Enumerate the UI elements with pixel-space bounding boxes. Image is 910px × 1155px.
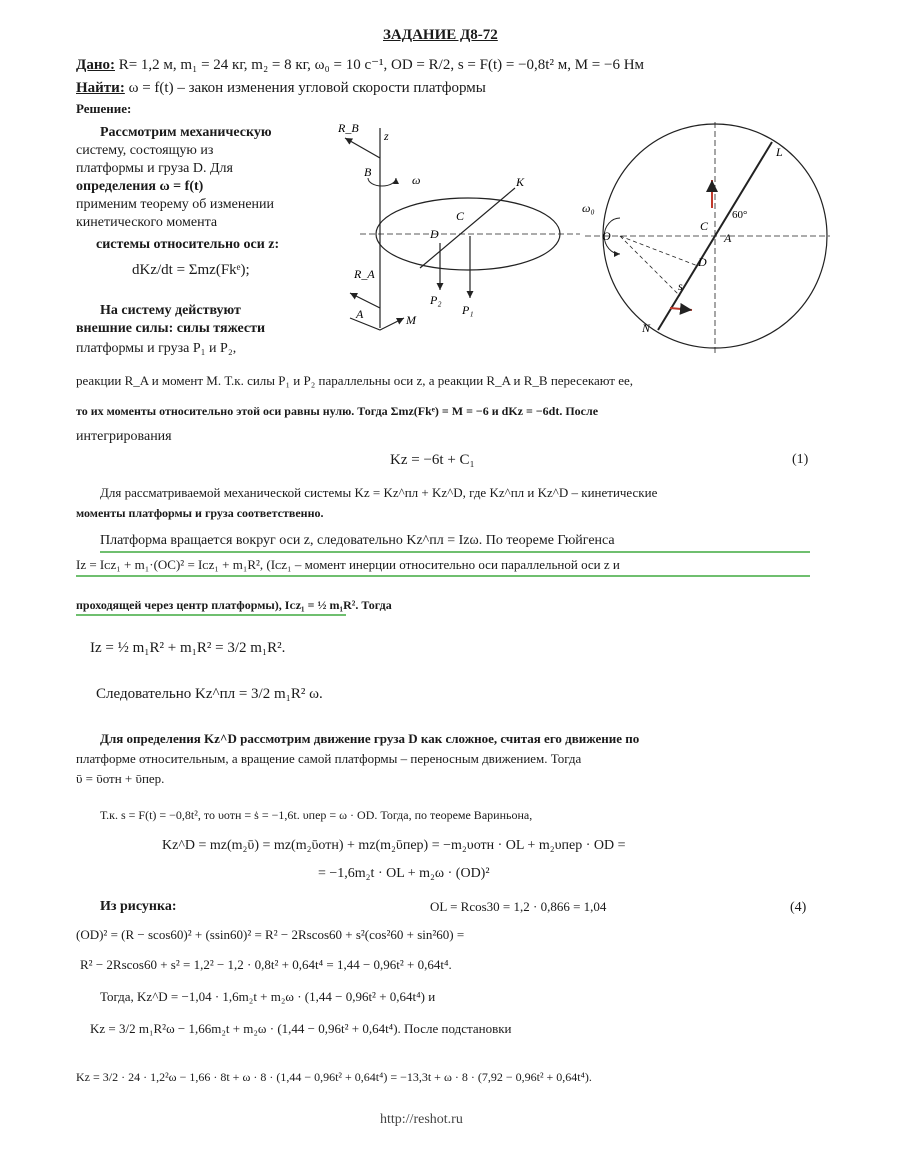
intro-line-1: Рассмотрим механическую (100, 125, 272, 140)
d-label-right: D (698, 255, 707, 269)
m-label: M (406, 313, 416, 327)
para3-line-3: проходящей через центр платформы), Iᴄz₁ = ½ m₁R². Тогда (76, 598, 392, 612)
z-label: z (384, 129, 389, 143)
o-label: O (602, 229, 611, 243)
d-label: D (430, 227, 439, 241)
intro-line-3: платформы и груза D. Для (76, 161, 233, 176)
intro-line-6: кинетического момента (76, 215, 218, 230)
para3-line-2: Iz = Iᴄz₁ + m₁·(OC)² = Iᴄz₁ + m₁R², (Iᴄz₁ – момент инерции относительно оси параллельной оси z и (76, 557, 620, 572)
intro-line-8: На систему действуют (100, 303, 241, 318)
para3-line-1: Платформа вращается вокруг оси z, следовательно Kz^пл = Izω. По теореме Гюйгенса (100, 533, 615, 548)
l-label: L (776, 145, 783, 159)
given-label: Дано: (76, 57, 115, 73)
theorem-formula: dKz/dt = Σmz(Fkᵉ); (132, 262, 250, 278)
c-label: C (456, 209, 465, 223)
para7-line-1: Тогда, Kz^D = −1,04 · 1,6m₂t + m₂ω · (1,44 − 0,96t² + 0,64t⁴) и (100, 989, 436, 1004)
equation-3: Следовательно Kz^пл = 3/2 m₁R² ω. (96, 686, 323, 702)
a-label-right: A (724, 231, 732, 245)
k-label: K (516, 175, 525, 189)
mechanics-figure (320, 118, 830, 368)
para6-ol: OL = Rcos30 = 1,2 · 0,866 = 1,04 (430, 899, 607, 914)
para5-line-1: Т.к. s = F(t) = −0,8t², то υотн = ṡ = −1,6t. υпер = ω · OD. Тогда, по теореме Вариньона, (100, 808, 533, 822)
omega0-label: ω₀ (582, 201, 595, 215)
para2-line-2: моменты платформы и груза соответственно. (76, 506, 324, 520)
equation-1: Kz = −6t + C₁ (390, 452, 475, 468)
c-label-right: C (700, 219, 709, 233)
equation-1-number: (1) (792, 452, 809, 467)
intro-line-11: реакции R_A и момент M. Т.к. силы P₁ и P₂ параллельны оси z, а реакции R_A и R_B пересекают ее, (76, 373, 633, 388)
green-underline-1 (100, 551, 810, 553)
p1-label: P₁ (462, 303, 474, 317)
equation-2: Iz = ½ m₁R² + m₁R² = 3/2 m₁R². (90, 640, 286, 656)
para4-line-1: Для определения Kz^D рассмотрим движение груза D как сложное, считая его движение по (100, 731, 640, 746)
ra-label: R_A (354, 267, 375, 281)
intro-line-9: внешние силы: силы тяжести (76, 321, 266, 336)
footer-url: http://reshot.ru (380, 1112, 463, 1127)
green-underline-3 (76, 614, 346, 616)
given-text: R= 1,2 м, m₁ = 24 кг, m₂ = 8 кг, ω₀ = 10 с⁻¹, OD = R/2, s = F(t) = −0,8t² м, M = −6 Нм (118, 57, 645, 73)
s-label: s (678, 279, 683, 293)
para6-od-line-2: R² − 2Rscos60 + s² = 1,2² − 1,2 · 0,8t² + 0,64t⁴ = 1,44 − 0,96t² + 0,64t⁴. (80, 957, 452, 972)
para2-line-1: Для рассматриваемой механической системы Kz = Kz^пл + Kz^D, где Kz^пл и Kz^D – кинетические (100, 485, 658, 500)
intro-line-12: то их моменты относительно этой оси равны нулю. Тогда Σmz(Fkᵉ) = M = −6 и dKz = −6dt. После (76, 404, 599, 418)
intro-line-2: систему, состоящую из (76, 143, 214, 158)
equation-4-number: (4) (790, 900, 807, 915)
intro-line-13: интегрирования (76, 429, 172, 444)
n-label: N (642, 321, 651, 335)
find-line (76, 79, 486, 97)
para4-line-2: платформе относительным, а вращение самой платформы – переносным движением. Тогда (76, 751, 582, 766)
intro-line-7: системы относительно оси z: (96, 237, 280, 252)
given-line (76, 56, 644, 74)
para6-od-line-1: (OD)² = (R − scos60)² + (ssin60)² = R² − 2Rscos60 + s²(cos²60 + sin²60) = (76, 927, 465, 942)
page-title: ЗАДАНИЕ Д8-72 (383, 27, 498, 43)
rb-label: R_B (338, 121, 359, 135)
rb-arrow (345, 138, 380, 158)
b-label: B (364, 165, 372, 179)
solution-label: Решение: (76, 101, 132, 116)
p2-label: P₂ (430, 293, 442, 307)
omega-arc-icon (368, 178, 396, 186)
radius-od (620, 236, 698, 266)
vtr-arrow (670, 308, 692, 310)
angle-label: 60° (732, 209, 748, 221)
para6-from-figure: Из рисунка: (100, 899, 177, 914)
para4-line-3: ῡ = ῡотн + ῡпер. (76, 771, 165, 786)
equation-5: = −1,6m₂t · OL + m₂ω · (OD)² (318, 866, 490, 881)
intro-line-5: применим теорему об изменении (76, 197, 275, 212)
intro-line-10: платформы и груза P₁ и P₂, (76, 341, 237, 356)
intro-line-4: определения ω = f(t) (76, 179, 204, 194)
para7-line-2: Kz = 3/2 m₁R²ω − 1,66m₂t + m₂ω · (1,44 − 0,96t² + 0,64t⁴). После подстановки (90, 1021, 512, 1036)
find-text: ω = f(t) – закон изменения угловой скорости платформы (128, 80, 486, 96)
green-underline-2 (76, 575, 810, 577)
equation-4: Kz^D = mz(m₂ῡ) = mz(m₂ῡотн) + mz(m₂ῡпер) = −m₂υотн · OL + m₂υпер · OD = (162, 838, 626, 853)
a-label-left: A (356, 307, 364, 321)
radius-ol (620, 236, 680, 296)
ra-arrow (350, 293, 380, 308)
find-label: Найти: (76, 80, 125, 96)
omega-label: ω (412, 173, 421, 187)
para7-line-3: Kz = 3/2 · 24 · 1,2²ω − 1,66 · 8t + ω · 8 · (1,44 − 0,96t² + 0,64t⁴) = −13,3t + ω · 8 · (7,92 − 0,96t² + 0,64t⁴). (76, 1070, 592, 1084)
